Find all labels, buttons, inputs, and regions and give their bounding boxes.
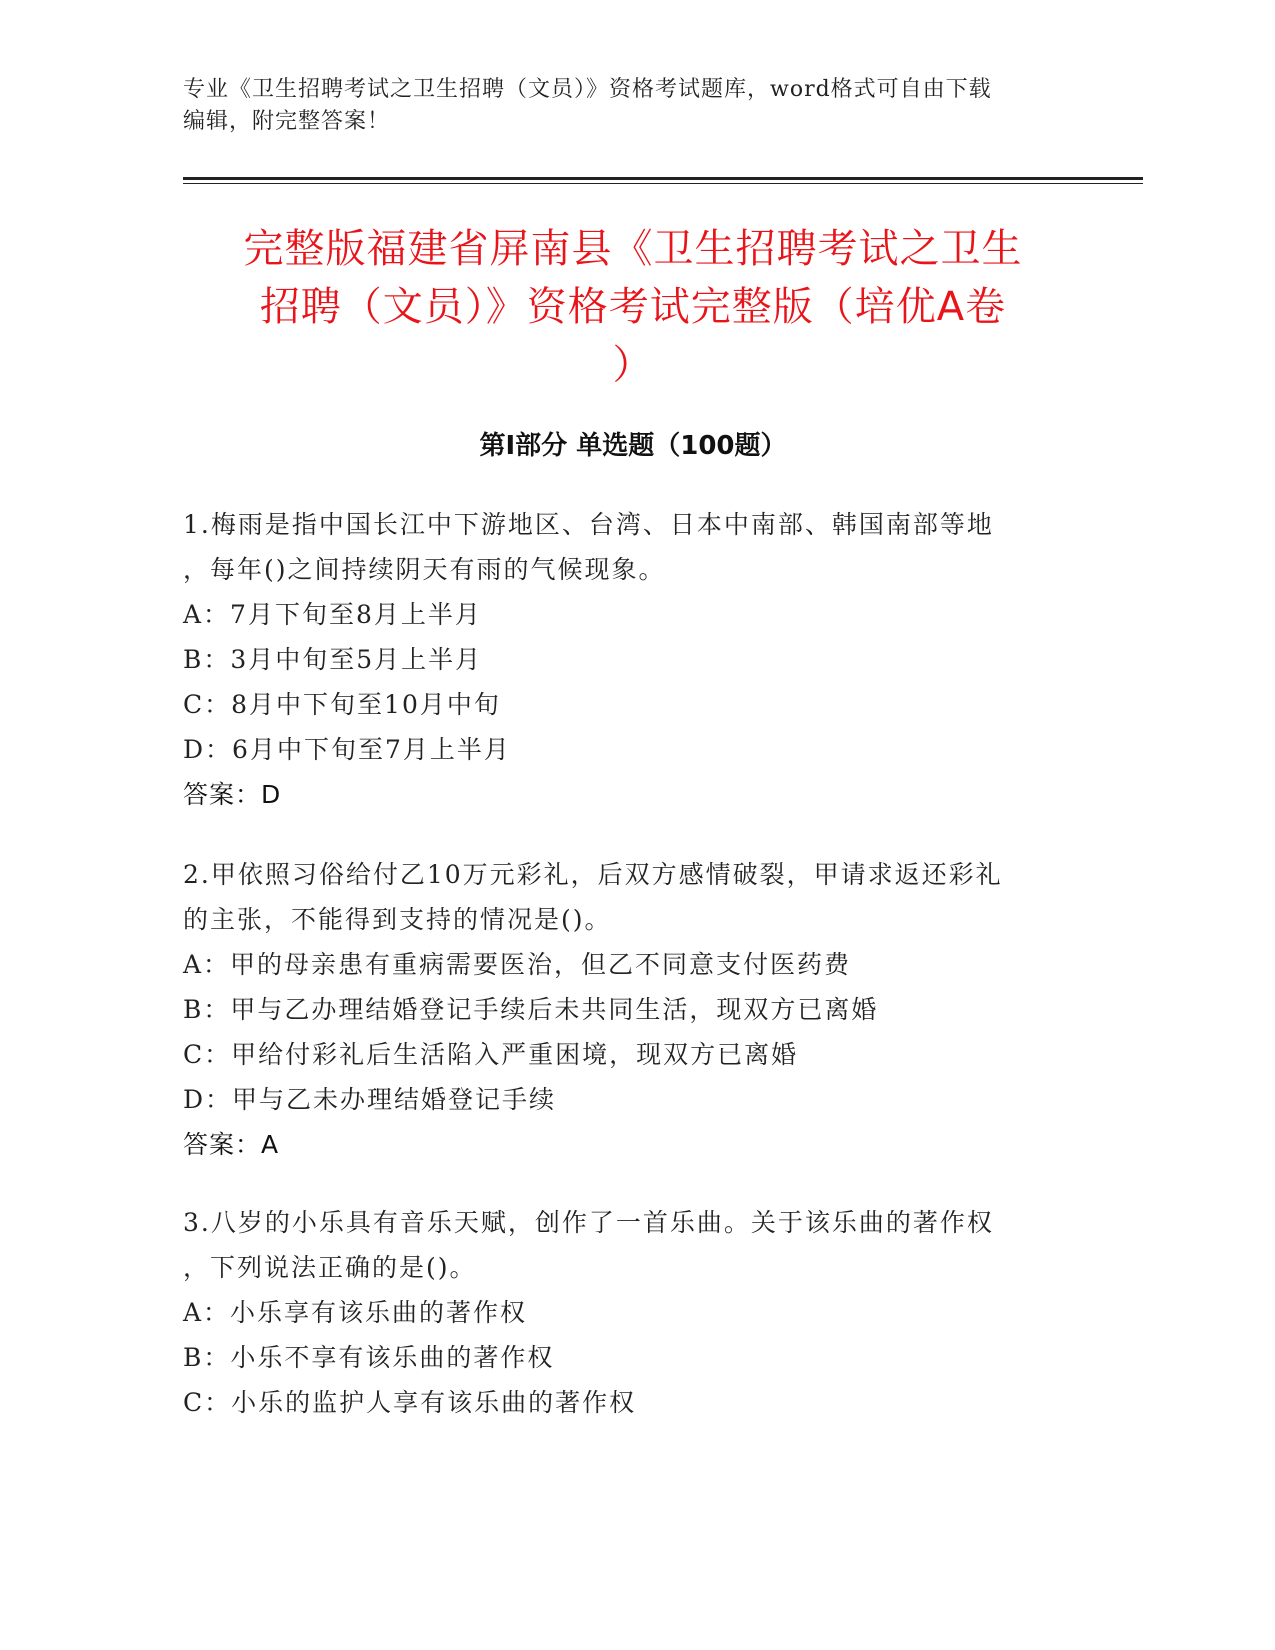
- question-stem-continued: ，每年()之间持续阴天有雨的气候现象。: [183, 555, 666, 584]
- header-note: [183, 74, 1083, 138]
- question-stem: 1.梅雨是指中国长江中下游地区、台湾、日本中南部、韩国南部等地: [183, 510, 994, 539]
- header-note-line-2: 编辑，附完整答案！: [183, 109, 391, 134]
- option-a: A：小乐享有该乐曲的著作权: [183, 1298, 528, 1327]
- question-stem: 2.甲依照习俗给付乙10万元彩礼，后双方感情破裂，甲请求返还彩礼: [183, 860, 1003, 889]
- header-note-line-1: 专业《卫生招聘考试之卫生招聘（文员）》资格考试题库，word格式可自由下载: [183, 77, 992, 102]
- question-3: [183, 1200, 1063, 1425]
- document-title: [183, 220, 1083, 394]
- header-rule-thick: [183, 177, 1143, 180]
- question-stem-continued: 的主张，不能得到支持的情况是()。: [183, 905, 612, 934]
- question-1: [183, 502, 1063, 817]
- option-a: A：7月下旬至8月上半月: [183, 600, 482, 629]
- option-b: B：小乐不享有该乐曲的著作权: [183, 1343, 555, 1372]
- document-title-line-2: 招聘（文员）》资格考试完整版（培优A卷: [259, 284, 1007, 330]
- answer: 答案：D: [183, 780, 282, 809]
- section-title: 第Ⅰ部分 单选题（100题）: [479, 431, 787, 461]
- question-stem: 3.八岁的小乐具有音乐天赋，创作了一首乐曲。关于该乐曲的著作权: [183, 1208, 994, 1237]
- answer: 答案：A: [183, 1130, 280, 1159]
- option-b: B：3月中旬至5月上半月: [183, 645, 483, 674]
- option-b: B：甲与乙办理结婚登记手续后未共同生活，现双方已离婚: [183, 995, 879, 1024]
- option-c: C：甲给付彩礼后生活陷入严重困境，现双方已离婚: [183, 1040, 799, 1069]
- option-d: D：6月中下旬至7月上半月: [183, 735, 511, 764]
- question-stem-continued: ，下列说法正确的是()。: [183, 1253, 477, 1282]
- option-c: C：小乐的监护人享有该乐曲的著作权: [183, 1388, 637, 1417]
- question-2: [183, 852, 1063, 1167]
- document-title-line-3: ）: [612, 342, 654, 388]
- option-c: C：8月中下旬至10月中旬: [183, 690, 501, 719]
- option-d: D：甲与乙未办理结婚登记手续: [183, 1085, 557, 1114]
- document-title-line-1: 完整版福建省屏南县《卫生招聘考试之卫生: [243, 226, 1023, 272]
- option-a: A：甲的母亲患有重病需要医治，但乙不同意支付医药费: [183, 950, 852, 979]
- header-rule-thin: [183, 183, 1143, 184]
